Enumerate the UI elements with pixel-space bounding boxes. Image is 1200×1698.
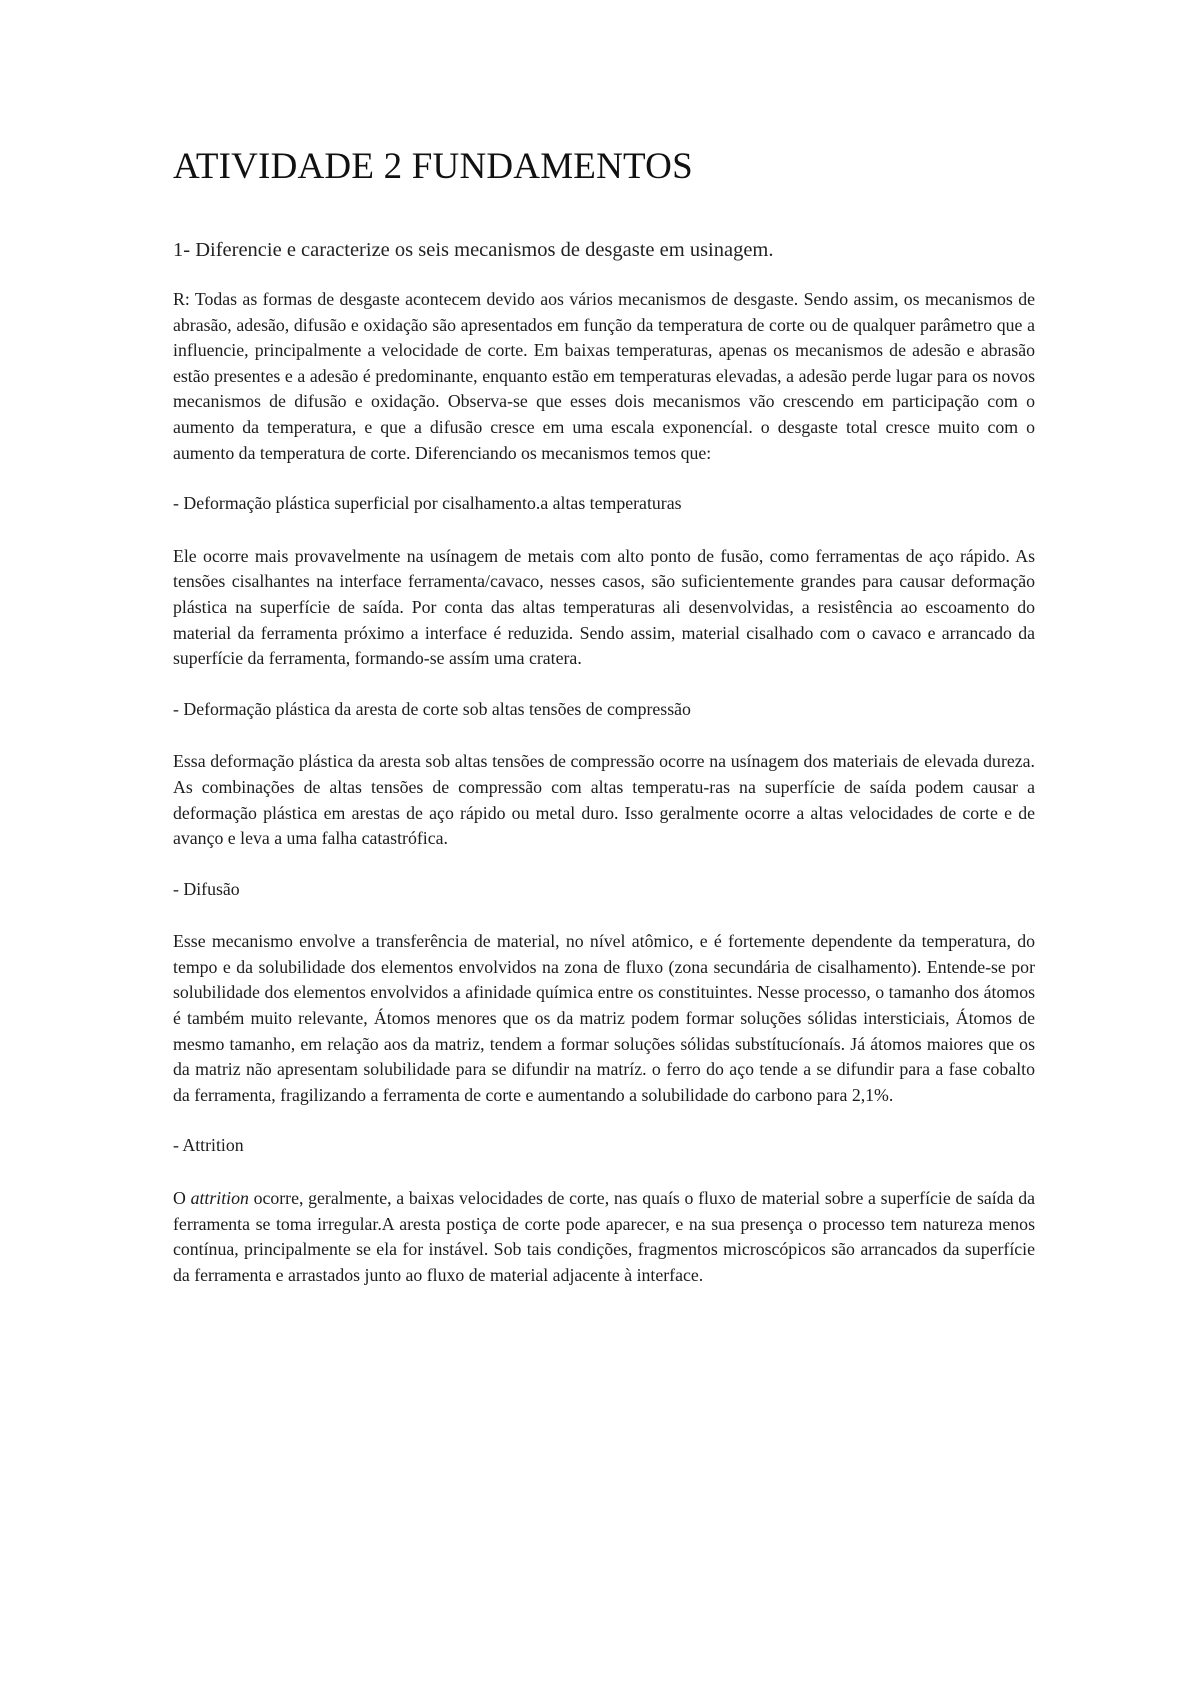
attrition-rest: ocorre, geralmente, a baixas velocidades de corte, nas quaís o fluxo de material sobre a superfície de saída da ferramenta se toma irregular.A aresta postiça de corte pode aparecer, e na sua presença o processo tem natureza menos contínua, principalmente se ela for instável. Sob tais condições, fragmentos microscópicos são arrancados da superfície da ferramenta e arrastados junto ao fluxo de material adjacente à interface. — [173, 1188, 1035, 1285]
section-heading-deformacao-cisalhamento: - Deformação plástica superficial por cisalhamento.a altas temperaturas — [173, 493, 682, 514]
section-heading-attrition: - Attrition — [173, 1135, 244, 1156]
section-body-attrition — [173, 1186, 1035, 1288]
page-title: ATIVIDADE 2 FUNDAMENTOS — [173, 146, 693, 187]
section-heading-deformacao-aresta: - Deformação plástica da aresta de corte sob altas tensões de compressão — [173, 698, 691, 719]
attrition-prefix: O — [173, 1188, 191, 1209]
attrition-italic-term: attrition — [190, 1188, 249, 1209]
section-body-deformacao-aresta: Essa deformação plástica da aresta sob altas tensões de compressão ocorre na usínagem dos materiais de elevada dureza. As combinações de altas tensões de compressão com altas temperatu-ras na superfície de saída podem causar a deformação plástica em arestas de aço rápido ou metal duro. Isso geralmente ocorre a altas velocidades de corte e de avanço e leva a uma falha catastrófica. — [173, 751, 1035, 849]
document-page — [173, 144, 1035, 1288]
section-body-deformacao-cisalhamento: Ele ocorre mais provavelmente na usínagem de metais com alto ponto de fusão, como ferramentas de aço rápido. As tensões cisalhantes na interface ferramenta/cavaco, nesses casos, são suficientemente grandes para causar deformação plástica na superfície de saída. Por conta das altas temperaturas ali desenvolvidas, a resistência ao escoamento do material da ferramenta próximo a interface é reduzida. Sendo assim, material cisalhado com o cavaco e arrancado da superfície da ferramenta, formando-se assím uma cratera. — [173, 545, 1035, 669]
section-body-difusao: Esse mecanismo envolve a transferência de material, no nível atômico, e é fortemente dependente da temperatura, do tempo e da solubilidade dos elementos envolvidos na zona de fluxo (zona secundária de cisalhamento). Entende-se por solubilidade dos elementos envolvidos a afinidade química entre os constituintes. Nesse processo, o tamanho dos átomos é também muito relevante, Átomos menores que os da matriz podem formar soluções sólidas intersticiais, Átomos de mesmo tamanho, em relação aos da matriz, tendem a formar soluções sólidas substítucíonaís. Já átomos maiores que os da matriz não apresentam solubilidade para se difundir na matríz. o ferro do aço tende a se difundir para a fase cobalto da ferramenta, fragilizando a ferramenta de corte e aumentando a solubilidade do carbono para 2,1%. — [173, 931, 1035, 1105]
answer-paragraph: R: Todas as formas de desgaste acontecem devido aos vários mecanismos de desgaste. Sendo assim, os mecanismos de abrasão, adesão, difusão e oxidação são apresentados em função da temperatura de corte ou de qualquer parâmetro que a influencie, principalmente a velocidade de corte. Em baixas temperaturas, apenas os mecanismos de adesão e abrasão estão presentes e a adesão é predominante, enquanto estão em temperaturas elevadas, a adesão perde lugar para os novos mecanismos de difusão e oxidação. Observa-se que esses dois mecanismos vão crescendo em participação com o aumento da temperatura, e que a difusão cresce em uma escala exponencíal. o desgaste total cresce muito com o aumento da temperatura de corte. Diferenciando os mecanismos temos que: — [173, 289, 1035, 463]
section-heading-difusao: - Difusão — [173, 878, 240, 899]
question-text: 1- Diferencie e caracterize os seis mecanismos de desgaste em usinagem. — [173, 239, 774, 261]
